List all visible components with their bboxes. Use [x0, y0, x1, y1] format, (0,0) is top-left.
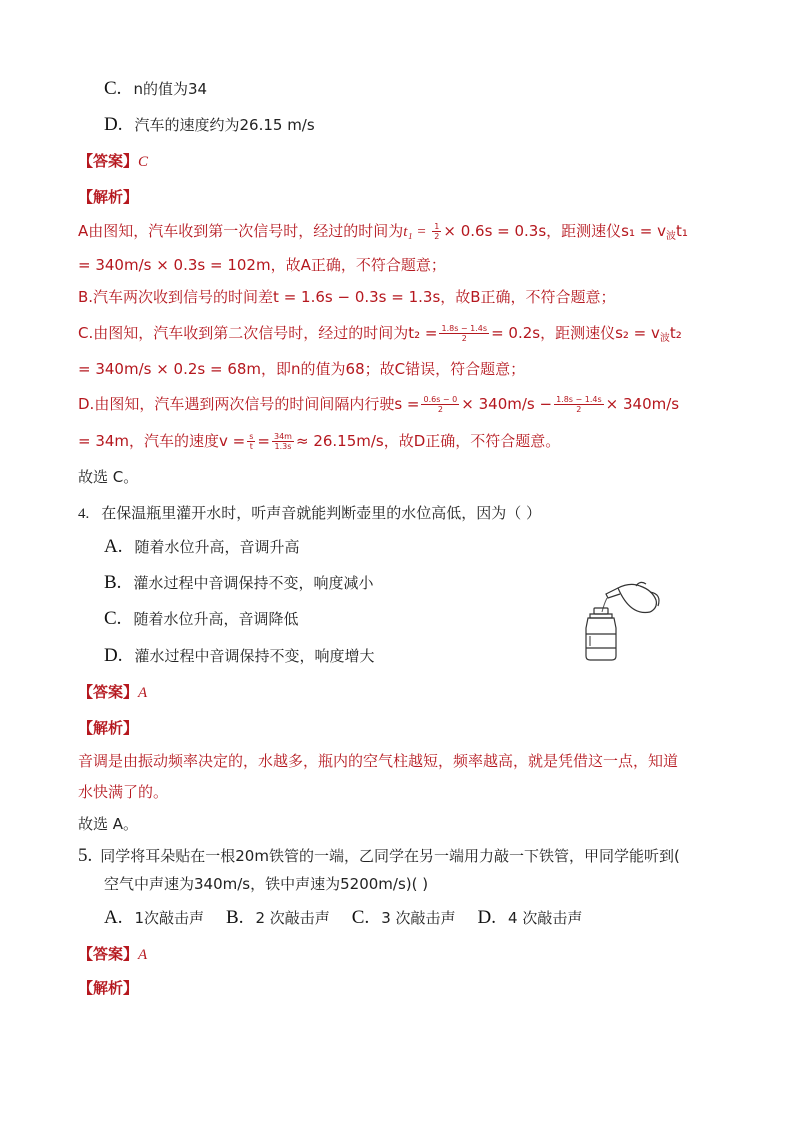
q4-conclusion: 故选 A。	[78, 815, 139, 833]
q4-option-a: A. 随着水位升高，音调升高	[104, 536, 300, 557]
q4-analysis-line1: 音调是由振动频率决定的，水越多，瓶内的空气柱越短，频率越高，就是凭借这一点，知道	[78, 752, 679, 770]
q4-answer: 【答案】A	[78, 683, 148, 701]
fraction: $\frac{0.6s - 0}{2}$	[423, 395, 458, 414]
q3-conclusion: 故选 C。	[78, 468, 139, 486]
option-text: n的值为34	[133, 80, 208, 98]
q5-options: A. 1次敲击声 B. 2 次敲击声 C. 3 次敲击声 D. 4 次敲击声	[104, 907, 583, 928]
q3-analysis-line-d1: D.由图知，汽车遇到两次信号的时间间隔内行驶s = $\frac{0.6s - 0}{2}$ × 340m/s − $\frac{1.8s - 1.4s}{2}$ × 340m/s	[78, 395, 680, 414]
option-letter: D.	[104, 114, 123, 135]
fraction: $\frac{1.8s - 1.4s}{2}$	[556, 395, 602, 414]
q5-stem-line1: 5. 同学将耳朵贴在一根20m铁管的一端，乙同学在另一端用力敲一下铁管，甲同学能听到(	[78, 845, 680, 866]
fraction: $\frac{s}{t}$	[249, 432, 254, 451]
q3-analysis-line-b: B.汽车两次收到信号的时间差t = 1.6s − 0.3s = 1.3s，故B正确，不符合题意；	[78, 288, 616, 306]
q3-analysis-line-c2: = 340m/s × 0.2s = 68m，即n的值为68；故C错误，符合题意；	[78, 360, 526, 378]
fraction: $\frac{1}{2}$	[434, 222, 440, 241]
q3-option-d	[104, 114, 315, 136]
question-text: 在保温瓶里灌开水时，听声音就能判断壶里的水位高低，因为（ ）	[101, 504, 542, 522]
q5-analysis-label: 【解析】	[78, 979, 139, 997]
q3-answer	[78, 150, 148, 173]
q5-answer: 【答案】A	[78, 945, 148, 963]
fraction: $\frac{34m}{1.3s}$	[274, 432, 292, 451]
answer-label: 【答案】	[78, 152, 139, 170]
q3-analysis-label: 【解析】	[78, 188, 139, 206]
q3-analysis-line-a2: = 340m/s × 0.3s = 102m，故A正确，不符合题意；	[78, 256, 446, 274]
q4-stem	[78, 502, 541, 525]
q3-analysis-line-a1: A由图知，汽车收到第一次信号时，经过的时间为t₁ = $\frac{1}{2}$ × 0.6s = 0.3s，距测速仪$s_1 = v_波t_1$	[78, 222, 688, 242]
question-number: 5.	[78, 845, 93, 866]
q4-option-d: D. 灌水过程中音调保持不变，响度增大	[104, 645, 375, 666]
q5-stem-line2: 空气中声速为340m/s，铁中声速为5200m/s)( )	[104, 875, 429, 893]
q3-analysis-line-c1: C.由图知，汽车收到第二次信号时，经过的时间为t₂ = $\frac{1.8s - 1.4s}{2}$ = 0.2s，距测速仪$s_2 = v_波t_2$	[78, 324, 682, 344]
fraction: $\frac{1.8s - 1.4s}{2}$	[441, 324, 488, 343]
question-number: 4.	[78, 506, 90, 522]
q3-option-c	[104, 78, 207, 100]
q4-analysis-label: 【解析】	[78, 719, 139, 737]
q4-analysis-line2: 水快满了的。	[78, 783, 169, 801]
q4-option-c: C. 随着水位升高，音调降低	[104, 608, 299, 629]
q4-option-b: B. 灌水过程中音调保持不变，响度减小	[104, 572, 374, 593]
option-text: 汽车的速度约为26.15 m/s	[134, 116, 315, 134]
answer-value: C	[138, 154, 149, 170]
q3-analysis-line-d2: = 34m，汽车的速度v = $\frac{s}{t}$ = $\frac{34m}{1.3s}$ ≈ 26.15m/s，故D正确，不符合题意。	[78, 432, 561, 451]
thermos-kettle-illustration	[578, 578, 664, 664]
option-letter: C.	[104, 78, 122, 99]
